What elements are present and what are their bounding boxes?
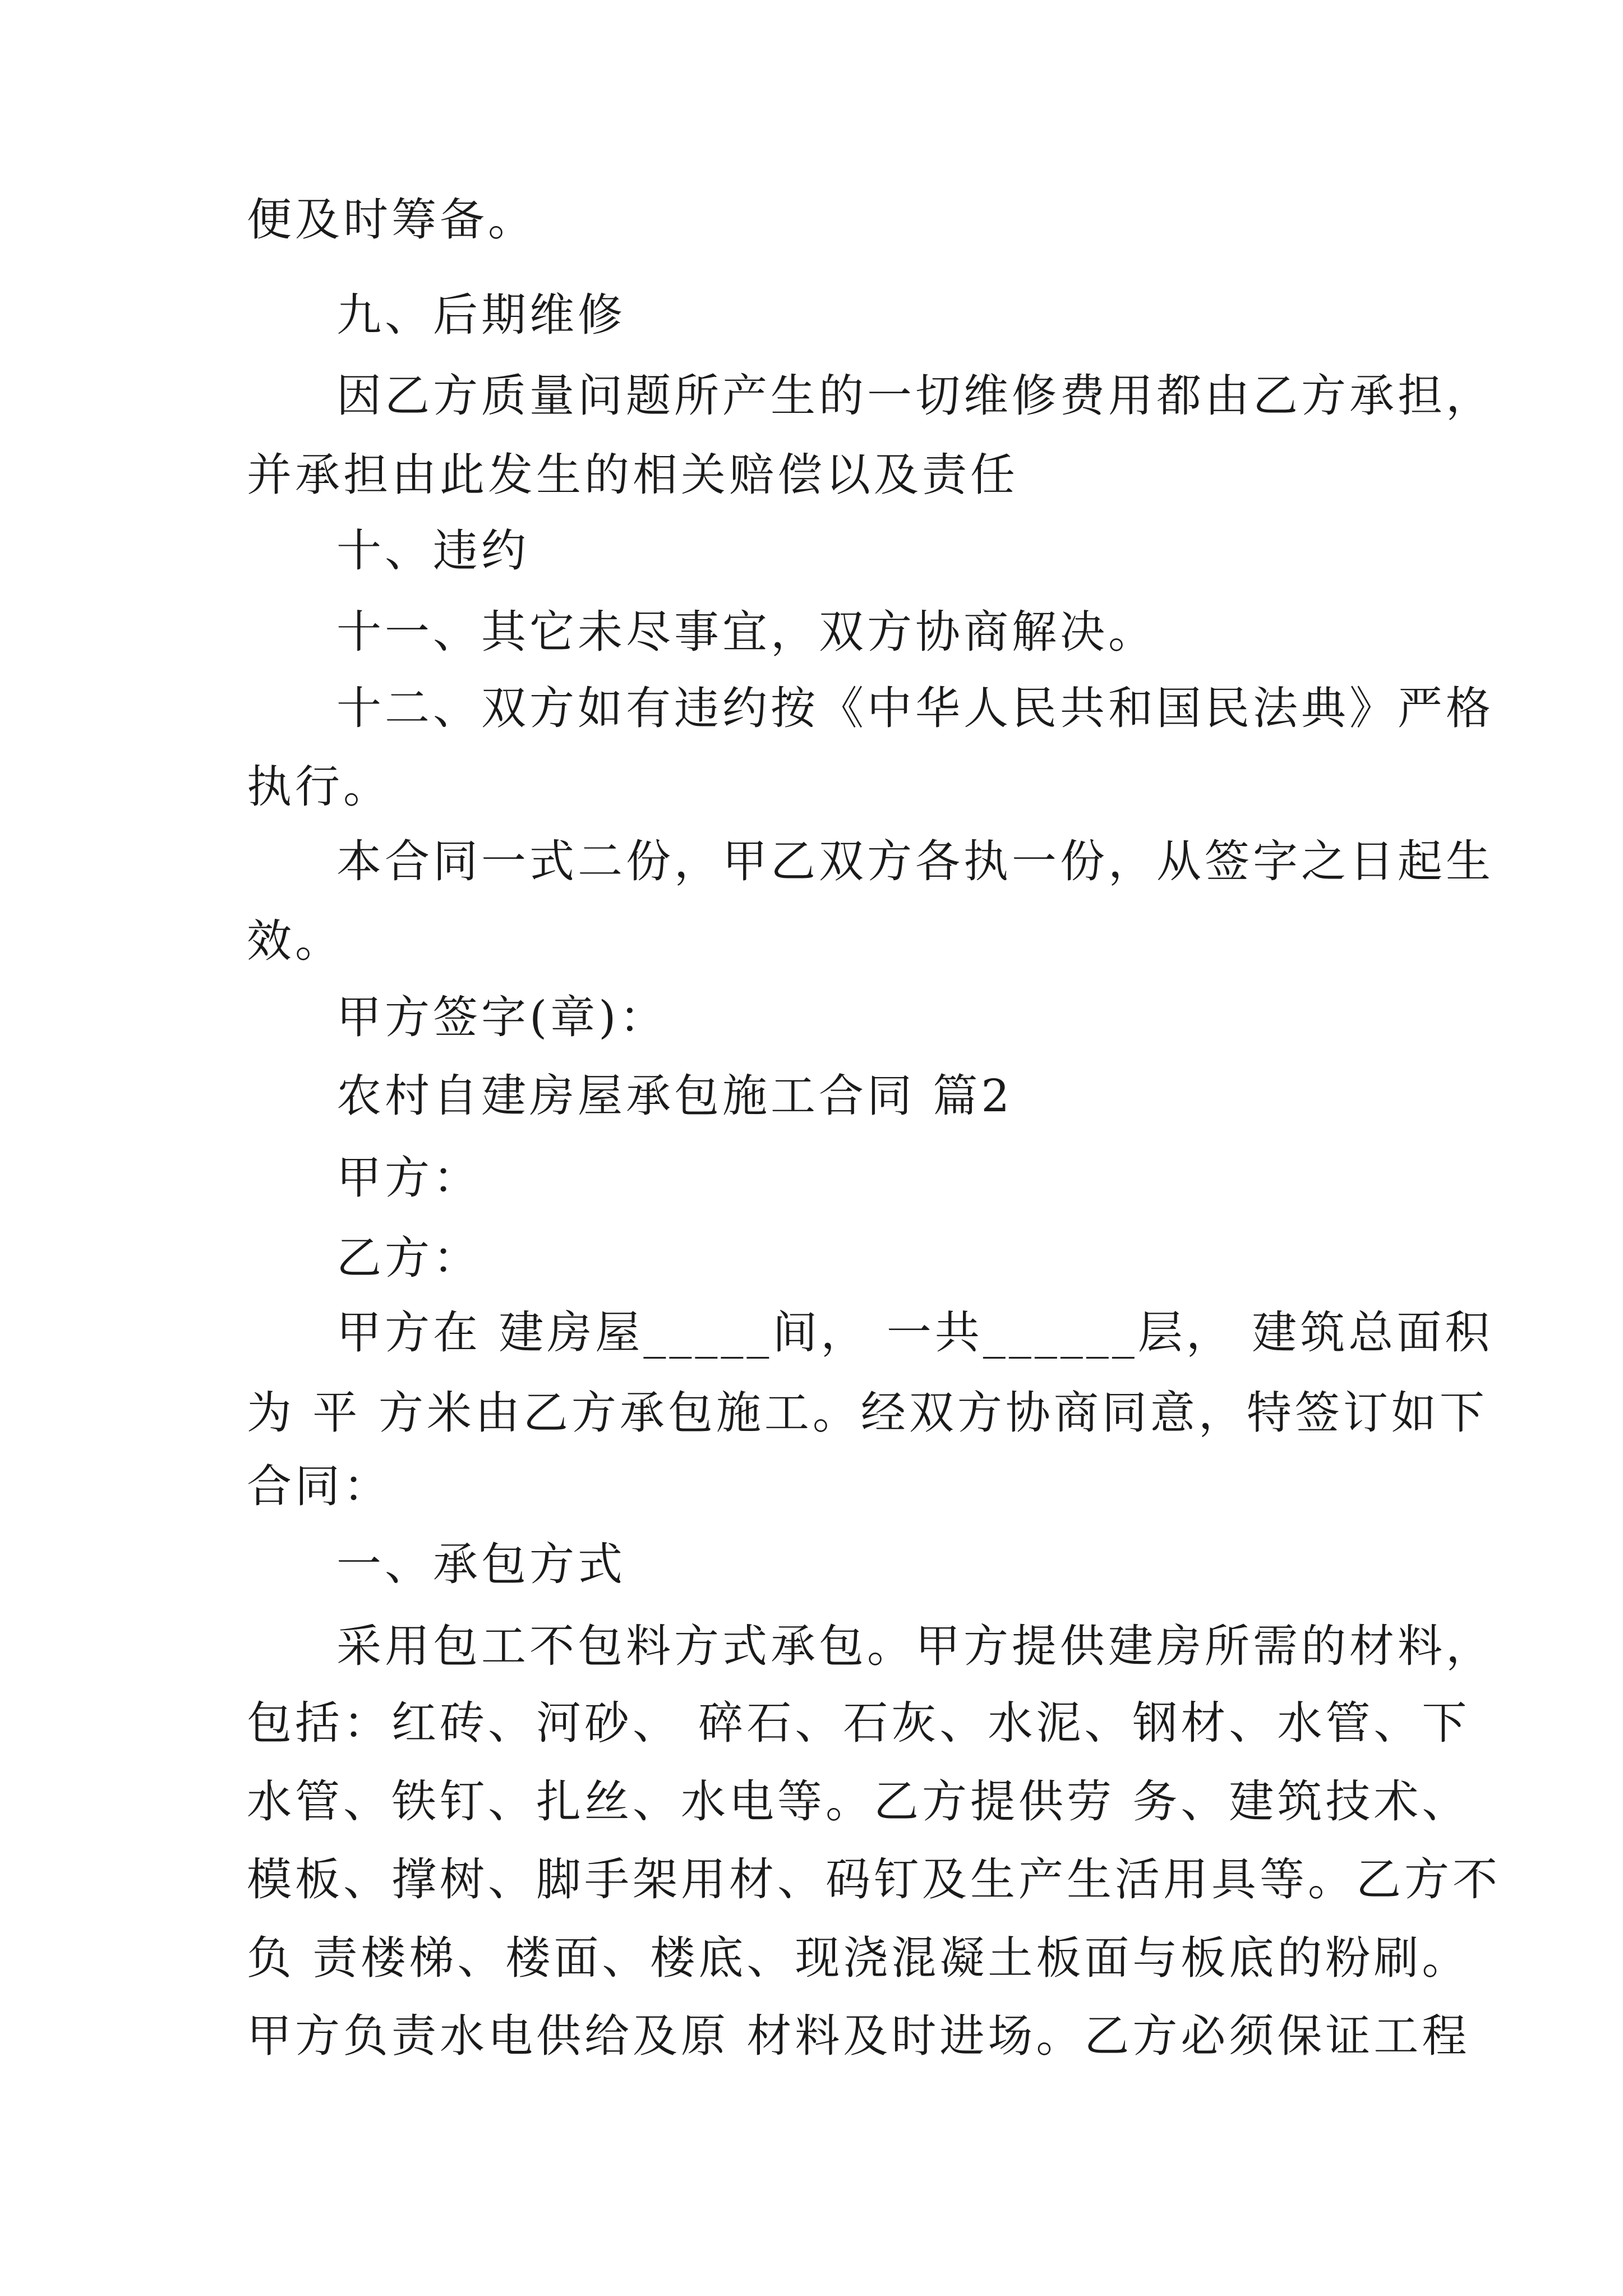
party-b-label: 乙方： (336, 1232, 481, 1284)
text-line: 本合同一式二份，甲乙双方各执一份，从签字之日起生 (336, 835, 1494, 887)
text-line: 并承担由此发生的相关赔偿以及责任 (247, 449, 1018, 501)
text-line: 为 平 方米由乙方承包施工。经双方协商同意，特签订如下 (247, 1387, 1488, 1439)
text-line: 模板、撑树、脚手架用材、码钉及生产生活用具等。乙方不 (247, 1853, 1501, 1906)
contract-title: 农村自建房屋承包施工合同 篇2 (336, 1070, 1013, 1122)
text-line: 执行。 (247, 761, 391, 813)
text-line: 包括：红砖、河砂、 碎石、石灰、水泥、钢材、水管、下 (247, 1697, 1470, 1749)
text-line: 负 责楼梯、楼面、楼底、现浇混凝土板面与板底的粉刷。 (247, 1932, 1470, 1984)
text-line: 合同： (247, 1460, 391, 1512)
text-line: 水管、铁钉、扎丝、水电等。乙方提供劳 务、建筑技术、 (247, 1775, 1470, 1828)
text-line: 甲方在 建房屋_____间， 一共______层， 建筑总面积 (336, 1306, 1493, 1359)
section-heading: 九、后期维修 (336, 289, 626, 341)
section-heading: 一、承包方式 (336, 1538, 626, 1590)
section-heading: 十、违约 (336, 524, 529, 577)
text-line: 十一、其它未尽事宜，双方协商解决。 (336, 606, 1156, 658)
text-line: 因乙方质量问题所产生的一切维修费用都由乙方承担， (336, 370, 1494, 422)
text-line: 采用包工不包料方式承包。甲方提供建房所需的材料， (336, 1620, 1494, 1672)
party-a-label: 甲方： (336, 1152, 481, 1204)
text-line: 效。 (247, 915, 343, 967)
signature-label: 甲方签字(章)： (336, 991, 668, 1043)
text-line: 便及时筹备。 (247, 194, 536, 246)
text-line: 甲方负责水电供给及原 材料及时进场。乙方必须保证工程 (247, 2010, 1470, 2062)
text-line: 十二、双方如有违约按《中华人民共和国民法典》严格 (336, 682, 1494, 734)
